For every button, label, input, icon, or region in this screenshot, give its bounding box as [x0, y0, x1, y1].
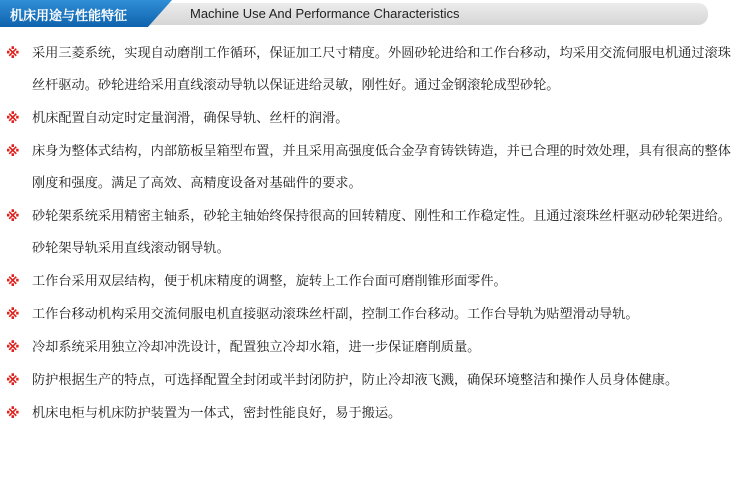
item-text: 工作台采用双层结构，便于机床精度的调整，旋转上工作台面可磨削锥形面零件。 [32, 274, 507, 289]
list-item [0, 365, 750, 397]
feature-list [0, 38, 750, 431]
list-item [0, 266, 750, 298]
list-item [0, 103, 750, 135]
item-text: 砂轮架系统采用精密主轴系，砂轮主轴始终保持很高的回转精度、刚性和工作稳定性。且通过滚珠丝杆驱动砂轮架进给。砂轮架导轨采用直线滚动钢导轨。 [32, 209, 731, 256]
item-text: 防护根据生产的特点，可选择配置全封闭或半封闭防护，防止冷却液飞溅，确保环境整洁和操作人员身体健康。 [32, 373, 679, 388]
item-text: 采用三菱系统，实现自动磨削工作循环，保证加工尺寸精度。外圆砂轮进给和工作台移动，均采用交流伺服电机通过滚珠丝杆驱动。砂轮进给采用直线滚动导轨以保证进给灵敏，刚性好。通过金钢滚轮成型砂轮。 [32, 46, 731, 93]
item-text: 工作台移动机构采用交流伺服电机直接驱动滚珠丝杆副，控制工作台移动。工作台导轨为贴塑滑动导轨。 [32, 307, 639, 322]
bullet-mark: ※ [6, 340, 20, 356]
list-item [0, 136, 750, 200]
header-title-cn: 机床用途与性能特征 [10, 9, 128, 24]
bullet-mark: ※ [6, 274, 20, 290]
list-item [0, 38, 750, 102]
list-item [0, 299, 750, 331]
bullet-mark: ※ [6, 307, 20, 323]
list-item [0, 332, 750, 364]
item-text: 机床电柜与机床防护装置为一体式，密封性能良好，易于搬运。 [32, 406, 402, 421]
item-text: 冷却系统采用独立冷却冲洗设计，配置独立冷却水箱，进一步保证磨削质量。 [32, 340, 481, 355]
item-text: 机床配置自动定时定量润滑，确保导轨、丝杆的润滑。 [32, 111, 349, 126]
section-header [0, 0, 750, 28]
bullet-mark: ※ [6, 406, 20, 422]
header-title-en: Machine Use And Performance Characteristics [190, 6, 460, 21]
bullet-mark: ※ [6, 111, 20, 127]
bullet-mark: ※ [6, 144, 20, 160]
bullet-mark: ※ [6, 373, 20, 389]
list-item [0, 398, 750, 430]
bullet-mark: ※ [6, 46, 20, 62]
item-text: 床身为整体式结构，内部筋板呈箱型布置，并且采用高强度低合金孕育铸铁铸造，并已合理的时效处理，具有很高的整体刚度和强度。满足了高效、高精度设备对基础件的要求。 [32, 144, 731, 191]
bullet-mark: ※ [6, 209, 20, 225]
list-item [0, 201, 750, 265]
